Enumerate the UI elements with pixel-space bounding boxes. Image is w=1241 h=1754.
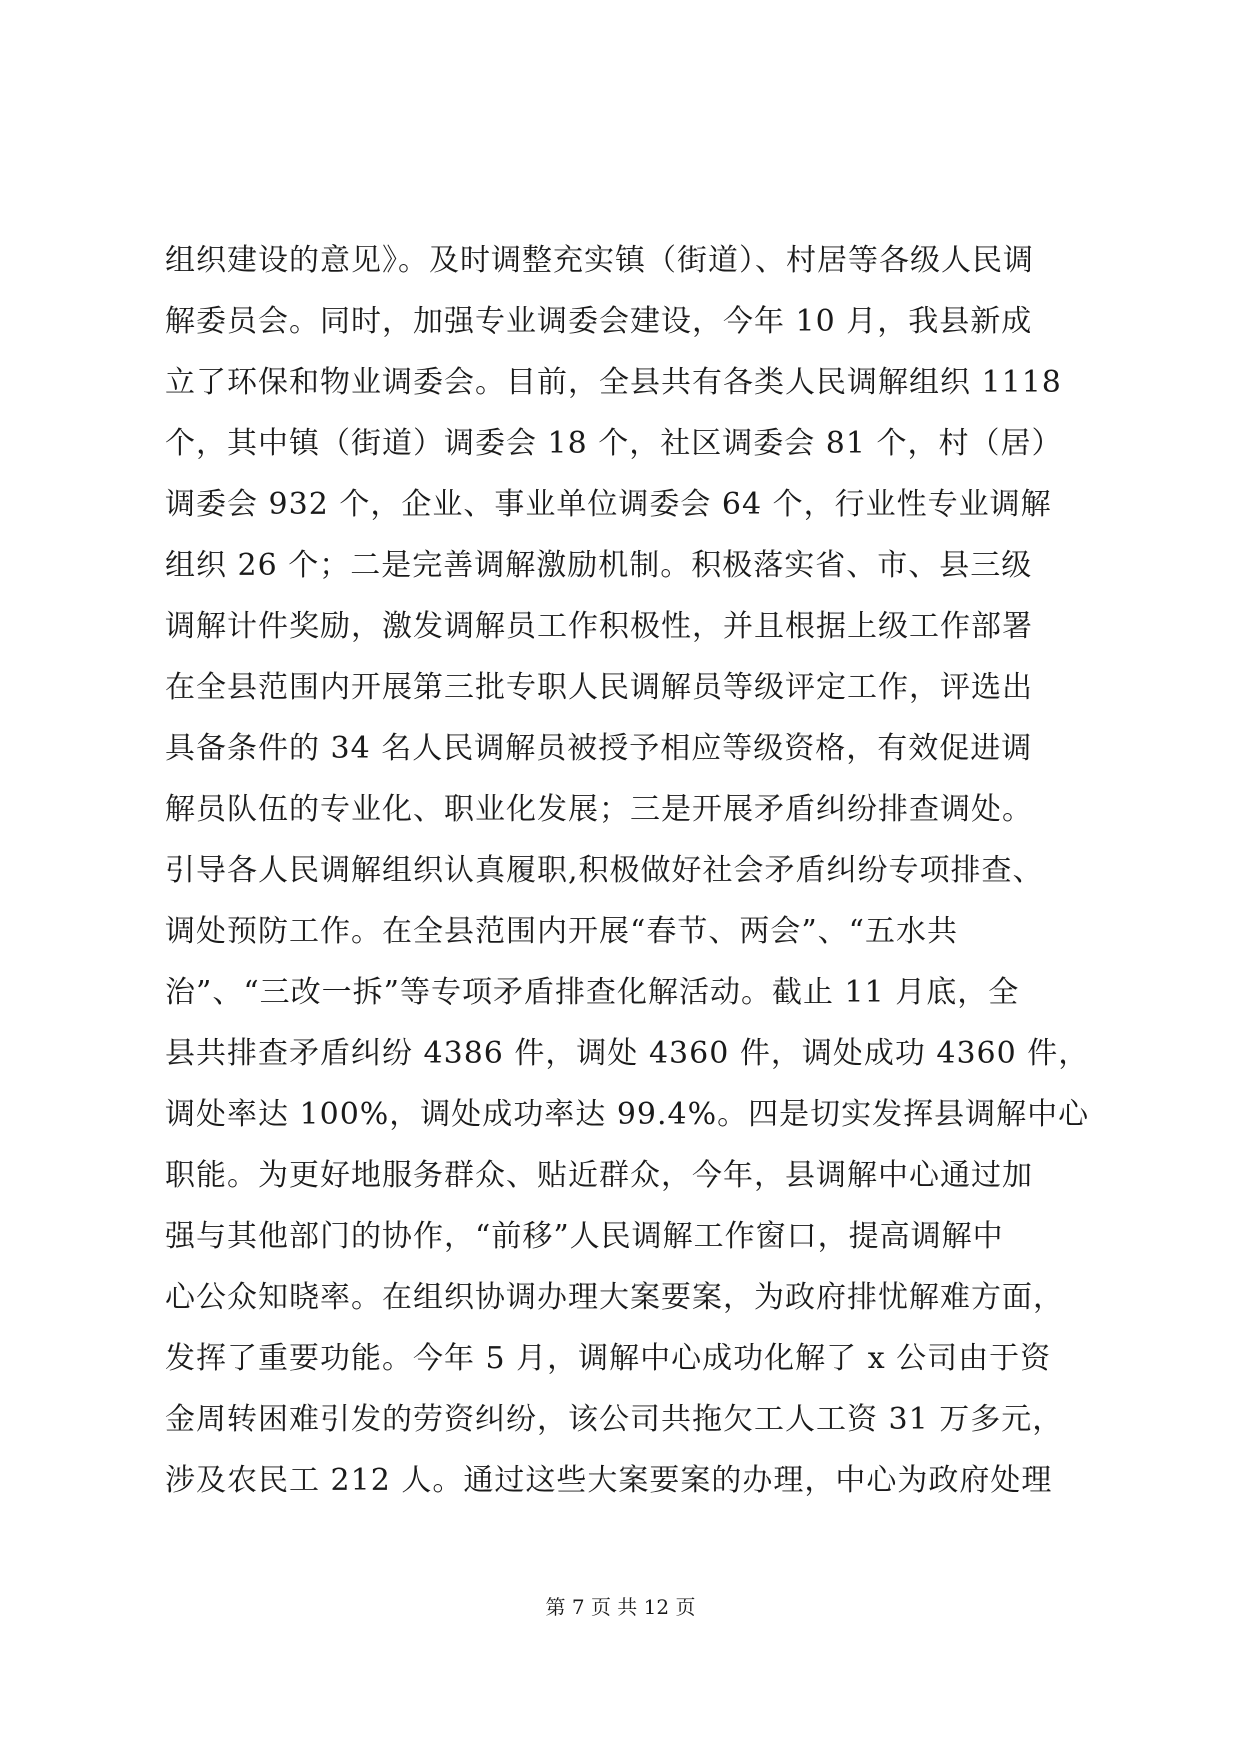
text-line: 强与其他部门的协作，“前移”人民调解工作窗口，提高调解中 [165, 1219, 1004, 1254]
text-line: 县共排查矛盾纠纷 4386 件，调处 4360 件，调处成功 4360 件， [165, 1036, 1090, 1071]
text-line: 涉及农民工 212 人。通过这些大案要案的办理，中心为政府处理 [165, 1463, 1053, 1498]
text-line: 职能。为更好地服务群众、贴近群众，今年，县调解中心通过加 [165, 1158, 1033, 1193]
text-line: 调处预防工作。在全县范围内开展“春节、两会”、“五水共 [165, 914, 959, 949]
text-line: 组织 26 个；二是完善调解激励机制。积极落实省、市、县三级 [165, 548, 1033, 583]
text-line: 调解计件奖励，激发调解员工作积极性，并且根据上级工作部署 [165, 609, 1033, 644]
text-line: 在全县范围内开展第三批专职人民调解员等级评定工作，评选出 [165, 670, 1033, 705]
page-number: 第 7 页 共 12 页 [545, 1595, 696, 1619]
text-line: 个，其中镇（街道）调委会 18 个，社区调委会 81 个，村（居） [165, 426, 1063, 461]
text-line: 发挥了重要功能。今年 5 月，调解中心成功化解了 x 公司由于资 [165, 1341, 1052, 1376]
text-line: 治”、“三改一拆”等专项矛盾排查化解活动。截止 11 月底，全 [165, 975, 1020, 1010]
text-line: 调处率达 100%，调处成功率达 99.4%。四是切实发挥县调解中心 [165, 1097, 1090, 1132]
text-line: 金周转困难引发的劳资纠纷，该公司共拖欠工人工资 31 万多元， [165, 1402, 1064, 1437]
text-line: 心公众知晓率。在组织协调办理大案要案，为政府排忧解难方面， [165, 1280, 1064, 1315]
body-text [165, 230, 1090, 1511]
text-line: 组织建设的意见》。及时调整充实镇（街道）、村居等各级人民调 [165, 243, 1034, 278]
text-line: 具备条件的 34 名人民调解员被授予相应等级资格，有效促进调 [165, 731, 1033, 766]
text-line: 调委会 932 个，企业、事业单位调委会 64 个，行业性专业调解 [165, 487, 1052, 522]
text-line: 引导各人民调解组织认真履职,积极做好社会矛盾纠纷专项排查、 [165, 853, 1044, 888]
text-line: 解员队伍的专业化、职业化发展；三是开展矛盾纠纷排查调处。 [165, 792, 1033, 827]
text-line: 立了环保和物业调委会。目前，全县共有各类人民调解组织 1118 [165, 365, 1062, 400]
text-line: 解委员会。同时，加强专业调委会建设，今年 10 月，我县新成 [165, 304, 1033, 339]
